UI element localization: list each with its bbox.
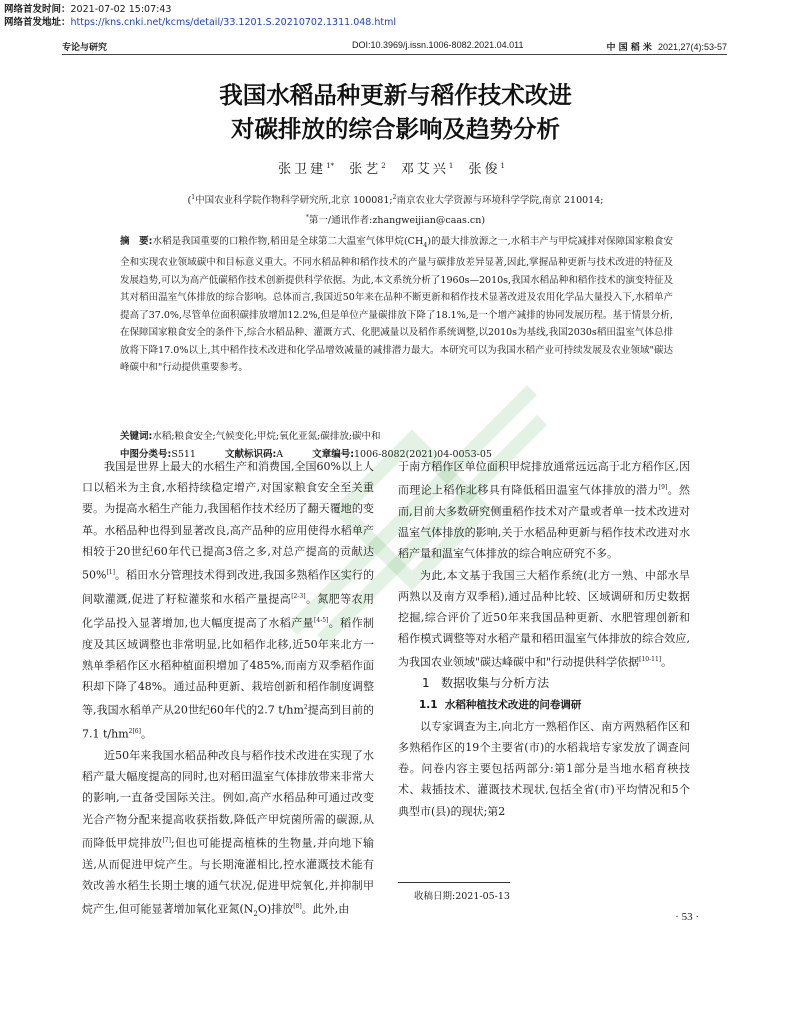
doc-code-value: A	[276, 449, 284, 460]
received-date: 2021-05-13	[455, 891, 510, 902]
author-name: 张卫建	[278, 162, 327, 177]
affil-mark: 2	[392, 194, 397, 201]
abstract-label: 摘 要:	[120, 236, 153, 247]
received-date-footnote	[414, 888, 510, 902]
body-paragraph	[398, 716, 690, 822]
body-column-left	[82, 456, 374, 925]
citation-ref: [7]	[162, 836, 171, 844]
citation-ref: [9]	[658, 484, 668, 492]
publication-address-label: 网络首发地址：	[4, 17, 71, 28]
author-name: 邓艾兴	[400, 162, 449, 177]
paragraph-text: 提高到目前的7.1 t/hm	[82, 703, 375, 741]
clc-value: S511	[171, 449, 196, 460]
paragraph-text: 近50年来我国水稻品种改良与稻作技术改进在实现了水稻产量大幅度提高的同时,也对稻田温室气体排放带来非常大的影响,一直备受国际关注。例如,高产水稻品种可通过改变光合产物分配来提高收获指数,降低产甲烷菌所需的碳源,从而降低甲烷排放	[82, 748, 374, 850]
ch4-subscript: 4	[423, 240, 428, 249]
keywords-text: 水稻;粮食安全;气候变化;甲烷;氧化亚氮;碳排放;碳中和	[152, 431, 381, 442]
corresponding-author-contact: 第一/通讯作者:zhangweijian@caas.cn)	[308, 215, 486, 227]
author-mark: 2	[381, 161, 386, 170]
author-name: 张俊	[468, 162, 501, 177]
body-paragraph	[398, 456, 690, 565]
abstract-text-cont: )的最大排放源之一,水稻丰产与甲烷减排对保障国家粮食安全和实现农业领域碳中和目标意义重大。不同水稻品种和稻作技术的产量与碳排放差异显著,因此,掌握品种更新与技术改进的特征及发展趋势,可以为高产低碳稻作技术创新提供科学依据。为此,本文系统分析了1960s—2010s,我国水稻品种和稻作技术的演变特征及其对稻田温室气体排放的综合影响。总体而言,我国近50年来在品种不断更新和稻作技术显著改进及农用化学品大量投入下,水稻单产提高了37.0%,尽管单位面积碳排放增加12.2%,但是单位产量碳排放下降了18.1%,是一个增产减排的协同发展历程。基于情景分析,在保障国家粮食安全的条件下,综合水稻品种、灌溉方式、化肥减量以及稻作系统调整,以2010s为基线,我国2030s稻田温室气体总排放将下降17.0%以上,其中稻作技术改进和化学品增效减量的减排潜力最大。本研究可以为我国水稻产业可持续发展及农业领域"碳达峰碳中和"行动提供重要参考。	[120, 236, 674, 374]
citation-ref: [2-3]	[291, 592, 306, 600]
body-paragraph	[398, 565, 690, 674]
section-heading	[398, 673, 690, 694]
abstract	[120, 233, 673, 377]
affiliation-institute-2: 南京农业大学资源与环境科学学院,南京 210014;	[396, 195, 604, 207]
received-label: 收稿日期:	[414, 891, 456, 902]
superscript: 2	[128, 728, 133, 736]
publication-time-label: 网络首发时间：	[4, 4, 71, 15]
body-column-right	[398, 456, 690, 822]
affil-mark: *	[305, 214, 309, 222]
section-label: 专论与研究	[62, 43, 108, 53]
doc-code-label: 文献标识码:	[224, 449, 277, 460]
superscript: 2	[303, 704, 308, 712]
paragraph-text: 以专家调查为主,向北方一熟稻作区、南方两熟稻作区和多熟稻作区的19个主要省(市)的水稻栽培专家发放了调查问卷。问卷内容主要包括两部分:第1部分是当地水稻育秧技术、栽插技术、灌溉技术现状,包括全省(市)平均情况和5个典型市(县)的现状;第2	[398, 719, 690, 818]
paper-title	[0, 78, 791, 146]
doi-label: DOI:10.3969/j.issn.1006-8082.2021.04.011	[352, 40, 524, 50]
paragraph-text: 。然而,目前大多数研究侧重稻作技术对产量或者单一技术改进对温室气体排放的影响,关于水稻品种更新与稻作技术改进对水稻产量和温室气体排放的综合响应研究不多。	[398, 483, 691, 561]
publication-address-line	[4, 16, 396, 29]
article-id-value: 1006-8082(2021)04-0053-05	[354, 449, 492, 460]
body-paragraph	[82, 456, 374, 745]
author-mark: 1	[448, 161, 454, 170]
citation-ref: [6]	[132, 728, 141, 736]
author-mark: 1	[500, 161, 505, 170]
title-line-1: 我国水稻品种更新与稻作技术改进	[219, 81, 572, 109]
body-paragraph	[82, 745, 374, 925]
affil-open-paren: (	[187, 195, 192, 207]
title-line-2: 对碳排放的综合影响及趋势分析	[231, 115, 560, 143]
affiliations	[0, 189, 791, 229]
affiliation-line-2	[0, 209, 791, 229]
paragraph-text: O)排放	[257, 902, 294, 916]
publication-time-line	[4, 3, 396, 16]
online-publication-notice	[4, 3, 396, 29]
author-name: 张艺	[349, 162, 382, 177]
subsection-heading	[398, 695, 690, 716]
keywords-label: 关键词:	[120, 431, 153, 442]
citation-ref: [1]	[106, 569, 115, 577]
affil-mark: 1	[191, 194, 196, 201]
paragraph-text: 于南方稻作区单位面积甲烷排放通常远远高于北方稻作区,因而理论上稻作北移具有降低稻田温室气体排放的潜力	[398, 460, 690, 497]
affiliation-line-1	[0, 189, 791, 209]
journal-issue	[607, 40, 727, 53]
author-mark: 1*	[326, 161, 335, 170]
paragraph-text: 。氮肥等农用化学品投入显著增加,也大幅度提高了水稻产量	[82, 592, 374, 630]
citation-ref: [4-5]	[314, 616, 329, 624]
keywords	[120, 428, 381, 445]
paragraph-text: 为此,本文基于我国三大稻作系统(北方一熟、中部水旱两熟以及南方双季稻),通过品种比较、区域调研和历史数据挖掘,综合评价了近50年来我国品种更新、水肥管理创新和稻作模式调整等对水稻产量和稻田温室气体排放的综合效应,为我国农业领域"碳达峰碳中和"行动提供科学依据	[398, 568, 690, 670]
abstract-text: 水稻是我国重要的口粮作物,稻田是全球第二大温室气体甲烷(CH	[152, 236, 424, 247]
paragraph-text: ;但也可能提高植株的生物量,并向地下输送,从而促进甲烷产生。与长期淹灌相比,控水灌溉技术能有效改善水稻生长期土壤的通气状况,促进甲烷氧化,并抑制甲烷产生,但可能显著增加氧化亚氮(N	[82, 836, 375, 916]
subsection-number: 1.1	[419, 698, 438, 711]
citation-ref: [10-11]	[639, 656, 662, 664]
paragraph-text: 。稻田水分管理技术得到改进,我国多熟稻作区实行的间歇灌溉,促进了籽粒灌浆和水稻产量提高	[82, 568, 374, 606]
paragraph-text: 。	[140, 727, 152, 741]
publication-address-link[interactable]: https://kns.cnki.net/kcms/detail/33.1201.S.20210702.1311.048.html	[70, 17, 397, 28]
publication-time-value: 2021-07-02 15:07:43	[70, 4, 172, 15]
author-list	[0, 158, 791, 177]
paragraph-text: 。此外,由	[301, 902, 350, 916]
section-number: 1	[422, 676, 430, 691]
paragraph-text: 。	[661, 656, 673, 670]
page-number: · 53 ·	[675, 911, 699, 923]
clc-label: 中图分类号:	[120, 449, 172, 460]
subsection-title: 水稻种植技术改进的问卷调研	[444, 698, 582, 711]
affiliation-institute-1: 中国农业科学院作物科学研究所,北京 100081;	[195, 195, 393, 207]
footnote-rule	[398, 882, 510, 883]
paragraph-text: 我国是世界上最大的水稻生产和消费国,全国60%以上人口以稻米为主食,水稻持续稳定增产,对国家粮食安全至关重要。为提高水稻生产能力,我国稻作技术经历了翻天覆地的变革。水稻品种也得到显著改良,高产品种的应用使得水稻单产相较于20世纪60年代已提高3倍之多,对总产提高的贡献达50%	[82, 460, 374, 582]
paragraph-text: 。稻作制度及其区域调整也非常明显,比如稻作北移,近50年来北方一熟单季稻作区水稻种植面积增加了485%,而南方双季稻作面积却下降了48%。通过品种更新、栽培创新和稻作制度调整等,我国水稻单产从20世纪60年代的2.7 t/hm	[82, 616, 374, 717]
issue-info: 2021,27(4):53-57	[657, 42, 727, 52]
subscript: 2	[253, 909, 258, 918]
section-title: 数据收集与分析方法	[441, 676, 550, 691]
article-id-label: 文章编号:	[312, 449, 355, 460]
running-head	[62, 38, 727, 55]
journal-name: 中 国 稻 米	[606, 43, 652, 53]
citation-ref: [8]	[293, 903, 302, 910]
